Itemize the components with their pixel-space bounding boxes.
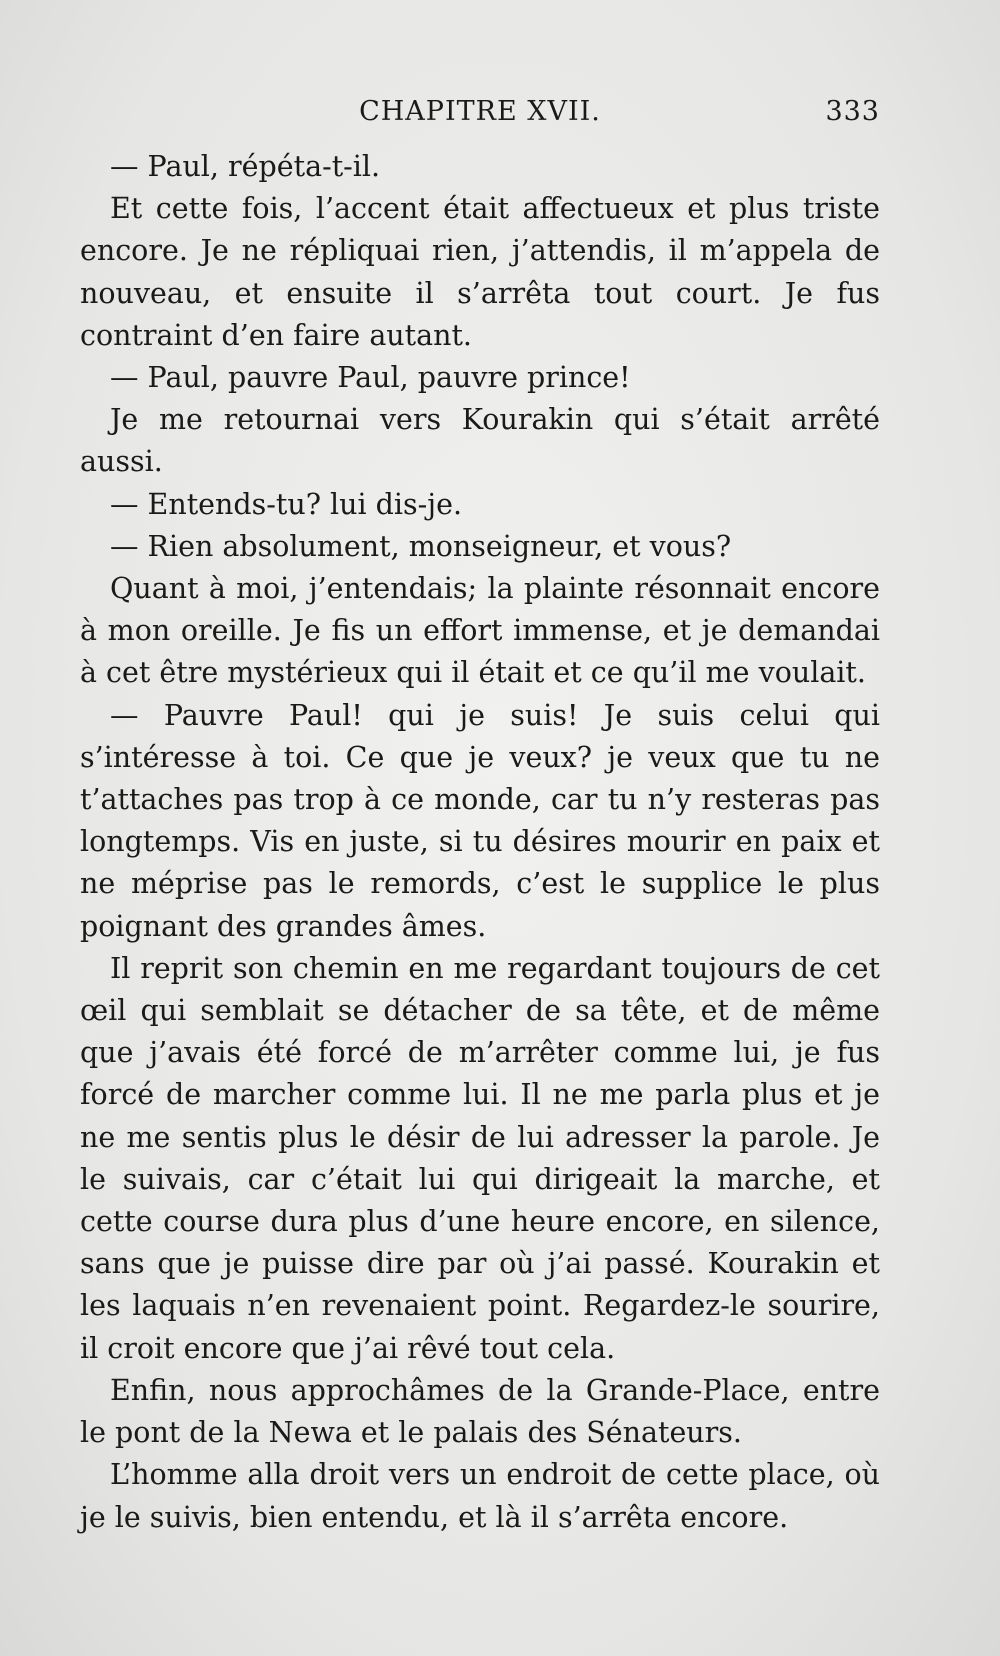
paragraph: Je me retournai vers Kourakin qui s’était arrêté aussi.	[80, 403, 880, 479]
paragraph: L’homme alla droit vers un endroit de cette place, où je le suivis, bien entendu, et là il s’arrêta encore.	[80, 1458, 880, 1534]
running-head	[80, 96, 880, 136]
paragraph: — Rien absolument, monseigneur, et vous?	[110, 529, 732, 563]
paragraph: Enfin, nous approchâmes de la Grande-Place, entre le pont de la Newa et le palais des Sénateurs.	[80, 1373, 880, 1450]
page-number: 333	[825, 96, 880, 127]
paragraph: Et cette fois, l’accent était affectueux et plus triste encore. Je ne répliquai rien, j’attendis, il m’appela de nouveau, et ensuite il s’arrêta tout court. Je fus contraint d’en faire autant.	[80, 192, 880, 352]
paragraph: — Paul, répéta-t-il.	[110, 150, 381, 183]
paragraph: — Entends-tu? lui dis-je.	[110, 487, 463, 521]
chapter-title: CHAPITRE XVII.	[359, 96, 601, 127]
paragraph: — Paul, pauvre Paul, pauvre prince!	[110, 361, 631, 395]
body-text	[80, 146, 880, 1539]
paragraph: Quant à moi, j’entendais; la plainte résonnait encore à mon oreille. Je fis un effort immense, et je demandai à cet être mystérieux qui il était et ce qu’il me voulait.	[80, 572, 880, 690]
paragraph: — Pauvre Paul! qui je suis! Je suis celui qui s’intéresse à toi. Ce que je veux? je veux que tu ne t’attaches pas trop à ce monde, car tu n’y resteras pas longtemps. Vis en juste, si tu désires mourir en paix et ne méprise pas le remords, c’est le supplice le plus poignant des grandes âmes.	[80, 698, 880, 943]
paragraph: Il reprit son chemin en me regardant toujours de cet œil qui semblait se détacher de sa tête, et de même que j’avais été forcé de m’arrêter comme lui, je fus forcé de marcher comme lui. Il ne me parla plus et je ne me sentis plus le désir de lui adresser la parole. Je le suivais, car c’était lui qui dirigeait la marche, et cette course dura plus d’une heure encore, en silence, sans que je puisse dire par où j’ai passé. Kourakin et les laquais n’en revenaient point. Regardez-le sourire, il croit encore que j’ai rêvé tout cela.	[80, 951, 880, 1365]
